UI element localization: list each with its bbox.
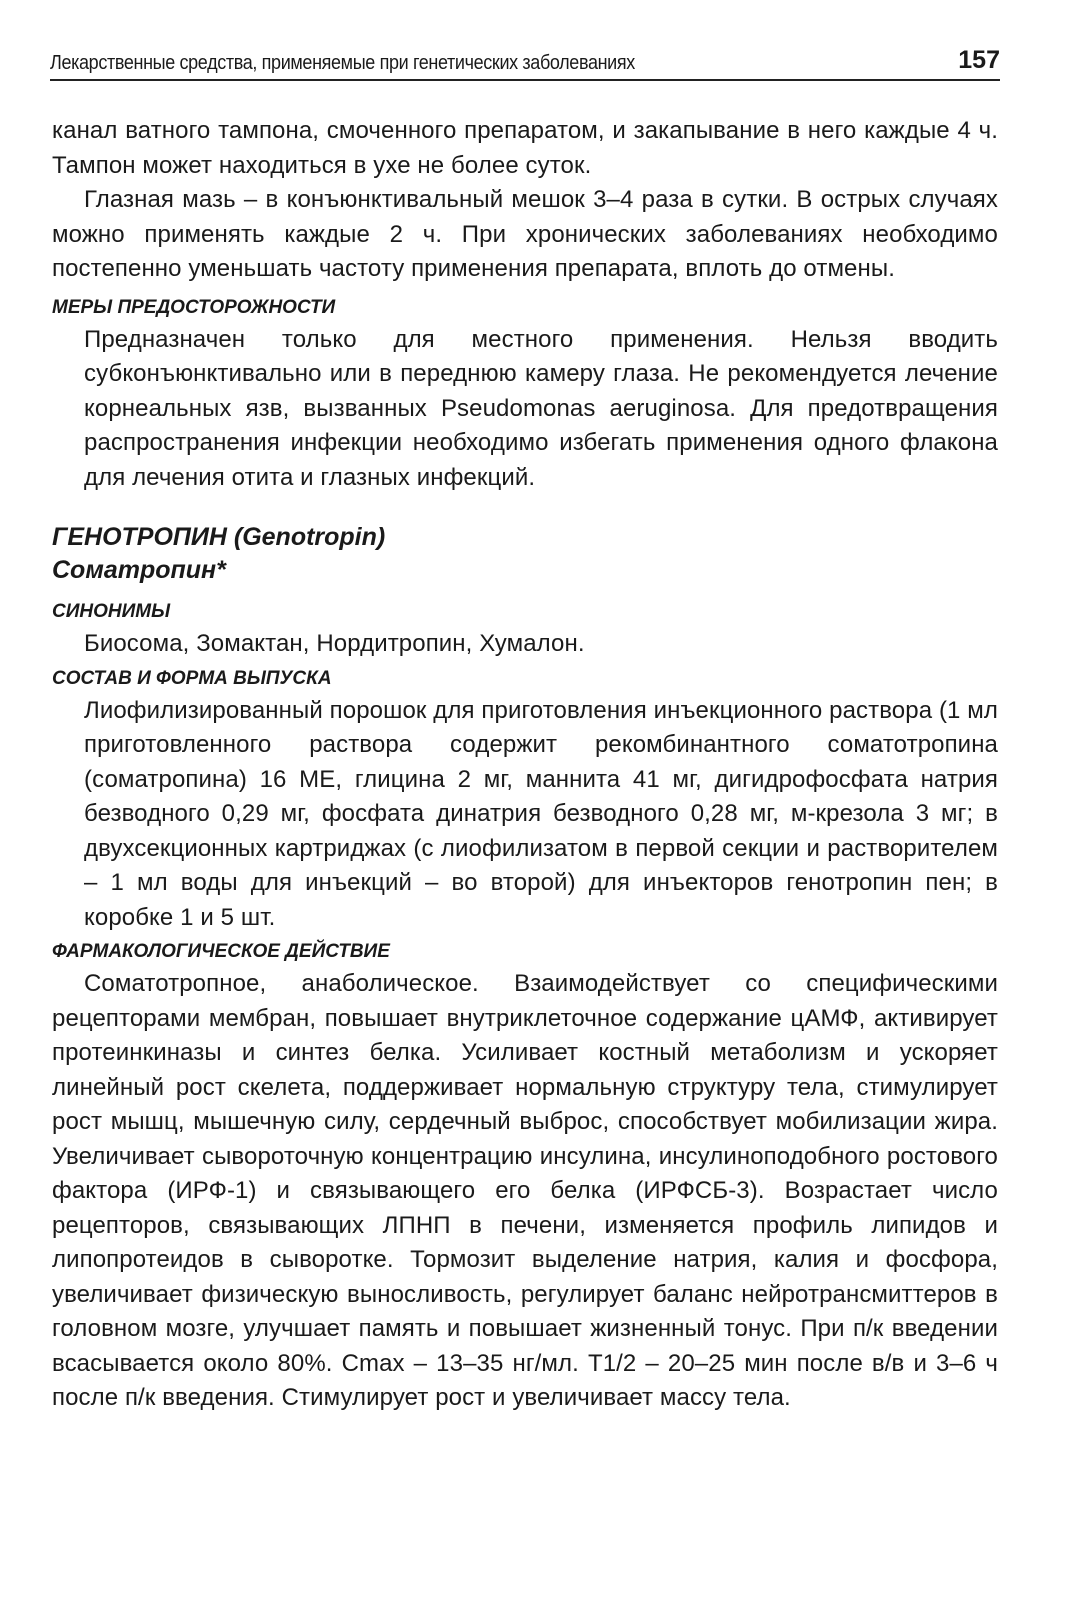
drug-subtitle: Соматропин* (52, 556, 226, 584)
precautions-text: Предназначен только для местного применения. Нельзя вводить субконъюнктивально или в переднюю камеру глаза. Не рекомендуется лечение корнеальных язв, вызванных Pseudomonas aeruginosa. Для предотвращения распространения инфекции необходимо избегать применения одного флакона для лечения отита и глазных инфекций. (84, 325, 998, 491)
eye-ointment-paragraph: Глазная мазь – в конъюнктивальный мешок 3–4 раза в сутки. В острых случаях можно применять каждые 2 ч. При хронических заболеваниях необходимо постепенно уменьшать частоту применения препарата, вплоть до отмены. (52, 186, 998, 282)
running-header (50, 46, 1000, 81)
precautions-heading: МЕРЫ ПРЕДОСТОРОЖНОСТИ (52, 296, 336, 318)
drug-title: ГЕНОТРОПИН (Genotropin) (52, 523, 386, 551)
composition-text: Лиофилизированный порошок для приготовления инъекционного раствора (1 мл приготовленного раствора содержит рекомбинантного соматотропина (соматропина) 16 МЕ, глицина 2 мг, маннита 41 мг, дигидрофосфата натрия безводного 0,29 мг, фосфата динатрия безводного 0,28 мг, м-крезола 3 мг; в двухсекционных картриджах (с лиофилизатом в первой секции и растворителем – 1 мл воды для инъекций – во второй) для инъекторов генотропин пен; в коробке 1 и 5 шт. (84, 696, 998, 931)
composition-heading: СОСТАВ И ФОРМА ВЫПУСКА (52, 667, 332, 689)
spacer (52, 495, 998, 521)
running-header-title: Лекарственные средства, применяемые при генетических заболеваниях (50, 52, 635, 74)
page-number: 157 (958, 46, 1000, 74)
synonyms-text: Биосома, Зомактан, Нордитропин, Хумалон. (84, 630, 585, 657)
synonyms-heading: СИНОНИМЫ (52, 601, 171, 622)
page-content (52, 114, 998, 1416)
continued-paragraph: канал ватного тампона, смоченного препаратом, и закапывание в него каждые 4 ч. Тампон может находиться в ухе не более суток. (52, 117, 998, 179)
pharmacology-heading: ФАРМАКОЛОГИЧЕСКОЕ ДЕЙСТВИЕ (52, 941, 390, 962)
pharmacology-text: Соматотропное, анаболическое. Взаимодействует со специфическими рецепторами мембран, повышает внутриклеточное содержание цАМФ, активирует протеинкиназы и синтез белка. Усиливает костный метаболизм и ускоряет линейный рост скелета, поддерживает нормальную структуру тела, стимулирует рост мышц, мышечную силу, сердечный выброс, способствует мобилизации жира. Увеличивает сывороточную концентрацию инсулина, инсулиноподобного ростового фактора (ИРФ-1) и связывающего его белка (ИРФСБ-3). Возрастает число рецепторов, связывающих ЛПНП в печени, изменяется профиль липидов и липопротеидов в сыворотке. Тормозит выделение натрия, калия и фосфора, увеличивает физическую выносливость, регулирует баланс нейротрансмиттеров в головном мозге, улучшает память и повышает жизненный тонус. При п/к введении всасывается около 80%. Cmax – 13–35 нг/мл. T1/2 – 20–25 мин после в/в и 3–6 ч после п/к введения. Стимулирует рост и увеличивает массу тела. (52, 970, 998, 1411)
